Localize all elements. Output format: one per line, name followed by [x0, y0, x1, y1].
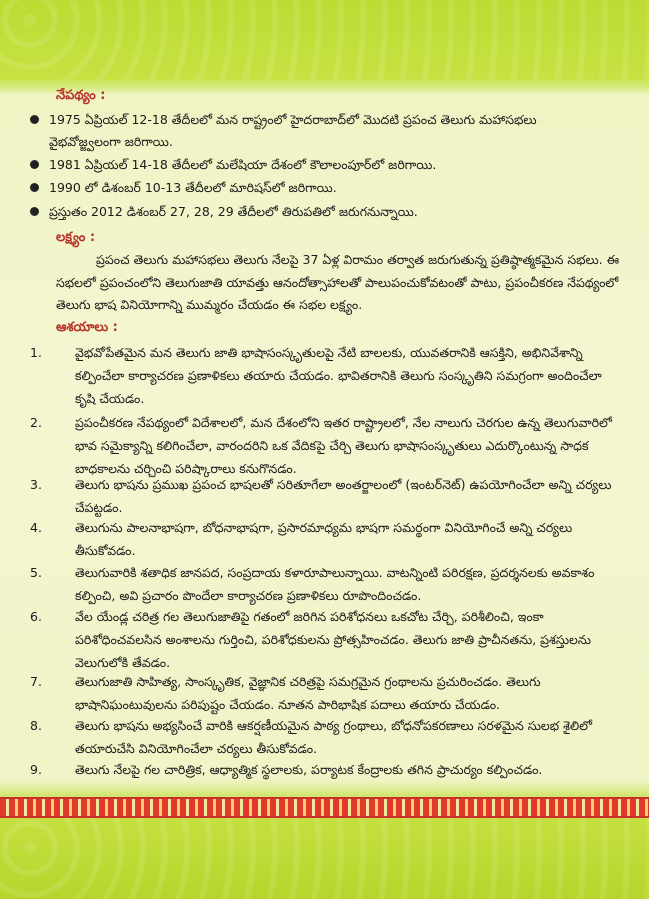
bullet-text: 1990 లో డిశంబర్ 10-13 తేదీలలో మారిషస్‌లో జరిగాయి. — [49, 180, 337, 195]
bullet-dot-icon — [30, 160, 39, 169]
item-text: తెలుగుజాతి సాహిత్య, సాంస్కృతిక, వైజ్ఞానిక చరిత్రపై సమగ్రమైన గ్రంథాలను ప్రచురించడం. తెలుగు భాషానిఘంటువులను పరిపుష్టం చేయడం. నూతన పారిభాషిక పదాలు తయారు చేయడం. — [75, 674, 541, 712]
item-number: 8. — [30, 718, 42, 733]
heading-ashayalu: ఆశయాలు : — [56, 320, 118, 335]
heading-lakshyam: లక్ష్యం : — [56, 230, 96, 245]
item-text: ప్రపంచీకరణ నేపథ్యంలో విదేశాలలో, మన దేశంలోని ఇతర రాష్ట్రాలలో, నేల నాలుగు చెరగుల ఉన్న తెలుగువారిలో భావ సమైక్యాన్ని కలిగించేలా, వారందరిని ఒక వేదికపై చేర్చి తెలుగు భాషాసంస్కృతులు ఎదుర్కొంటున్న సాధక బాధకాలను చర్చించి పరిష్కారాలు కనుగొనడం. — [75, 415, 612, 476]
bullet-dot-icon — [30, 115, 39, 124]
item-number: 4. — [30, 520, 42, 535]
bullet-item — [30, 177, 620, 199]
bullet-text: 1975 ఏప్రియల్ 12-18 తేదీలలో మన రాష్ట్రంలో హైదరాబాద్‌లో మొదటి ప్రపంచ తెలుగు మహాసభలు వైభవోజ్జ్వలంగా జరిగాయి. — [49, 112, 537, 149]
bullet-dot-icon — [30, 183, 39, 192]
item-text: వేల యేండ్ల చరిత్ర గల తెలుగుజాతిపై గతంలో జరిగిన పరిశోధనలు ఒకచోట చేర్చి, పరిశీలించి, ఇంకా పరిశోధించవలసిన అంశాలను గుర్తించి, పరిశోధకులను ప్రోత్సహించడం. తెలుగు జాతి ప్రాచీనతను, ప్రశస్తులను వెలుగులోకి తేవడం. — [75, 609, 591, 670]
bullet-item — [30, 109, 620, 153]
item-text: తెలుగు భాషను అభ్యసించే వారికి ఆకర్షణీయమైన పాఠ్య గ్రంథాలు, బోధనోపకరణాలు సరళమైన సులభ శైలిలో తయారుచేసి వినియోగించేలా చర్యలు తీసుకోవడం. — [75, 718, 593, 756]
item-text: తెలుగును పాలనాభాషగా, బోధనాభాషగా, ప్రసారమాధ్యమ భాషగా సమర్థంగా వినియోగించే అన్ని చర్యలు తీసుకోవడం. — [75, 520, 573, 558]
decorative-border-strip — [0, 797, 649, 818]
top-decorative-band — [0, 0, 649, 80]
lakshyam-paragraph: ప్రపంచ తెలుగు మహాసభలు తెలుగు నేలపై 37 ఏళ్ల విరామం తర్వాత జరుగుతున్న ప్రతిష్ఠాత్మకమైన సభలు. ఈ సభలలో ప్రపంచంలోని తెలుగుజాతి యావత్తు ఆనందోత్సాహాలతో పాలుపంచుకోవటంతో పాటు, ప్రపంచీకరణ నేపథ్యంలో తెలుగు భాష వినియోగాన్ని ముమ్మరం చేయడం ఈ సభల లక్ష్యం. — [56, 252, 620, 312]
item-text: వైభవోపేతమైన మన తెలుగు జాతి భాషాసంస్కృతులపై నేటి బాలలకు, యువతరానికి ఆసక్తిని, అభినివేశాన్ని కల్పించేలా కార్యాచరణ ప్రణాళికలు తయారు చేయడం. భావితరానికి తెలుగు సంస్కృతిని సమగ్రంగా అందించేలా కృషి చేయడం. — [75, 345, 602, 406]
item-text: తెలుగు నేలపై గల చారిత్రిక, ఆధ్యాత్మిక స్థలాలకు, పర్యాటక కేంద్రాలకు తగిన ప్రాచుర్యం కల్పించడం. — [75, 762, 543, 777]
bottom-decorative-band — [0, 818, 649, 899]
bullet-item — [30, 154, 620, 176]
item-number: 3. — [30, 477, 42, 492]
item-number: 2. — [30, 415, 42, 430]
bullet-dot-icon — [30, 207, 39, 216]
item-number: 1. — [30, 345, 42, 360]
item-number: 9. — [30, 762, 42, 777]
item-text: తెలుగు భాషను ప్రముఖ ప్రపంచ భాషలతో సరితూగేలా అంతర్జాలంలో (ఇంటర్‌నెట్) ఉపయోగించేలా అన్ని చర్యలు చేపట్టడం. — [75, 477, 612, 515]
bullet-text: 1981 ఏప్రియల్ 14-18 తేదీలలో మలేషియా దేశంలో కౌలాలంపూర్‌లో జరిగాయి. — [49, 157, 437, 172]
bullet-text: ప్రస్తుతం 2012 డిశంబర్ 27, 28, 29 తేదీలలో తిరుపతిలో జరుగనున్నాయి. — [49, 204, 418, 219]
item-number: 5. — [30, 565, 42, 580]
item-number: 7. — [30, 674, 42, 689]
item-number: 6. — [30, 609, 42, 624]
heading-nepathyam: నేపథ్యం : — [56, 88, 106, 103]
item-text: తెలుగువారికి శతాధిక జానపద, సంప్రదాయ కళారూపాలున్నాయి. వాటన్నింటి పరిరక్షణ, ప్రదర్శనలకు అవకాశం కల్పించి, అవి ప్రచారం పొందేలా కార్యాచరణ ప్రణాళికలు రూపొందించడం. — [75, 565, 595, 603]
bullet-item — [30, 201, 620, 223]
